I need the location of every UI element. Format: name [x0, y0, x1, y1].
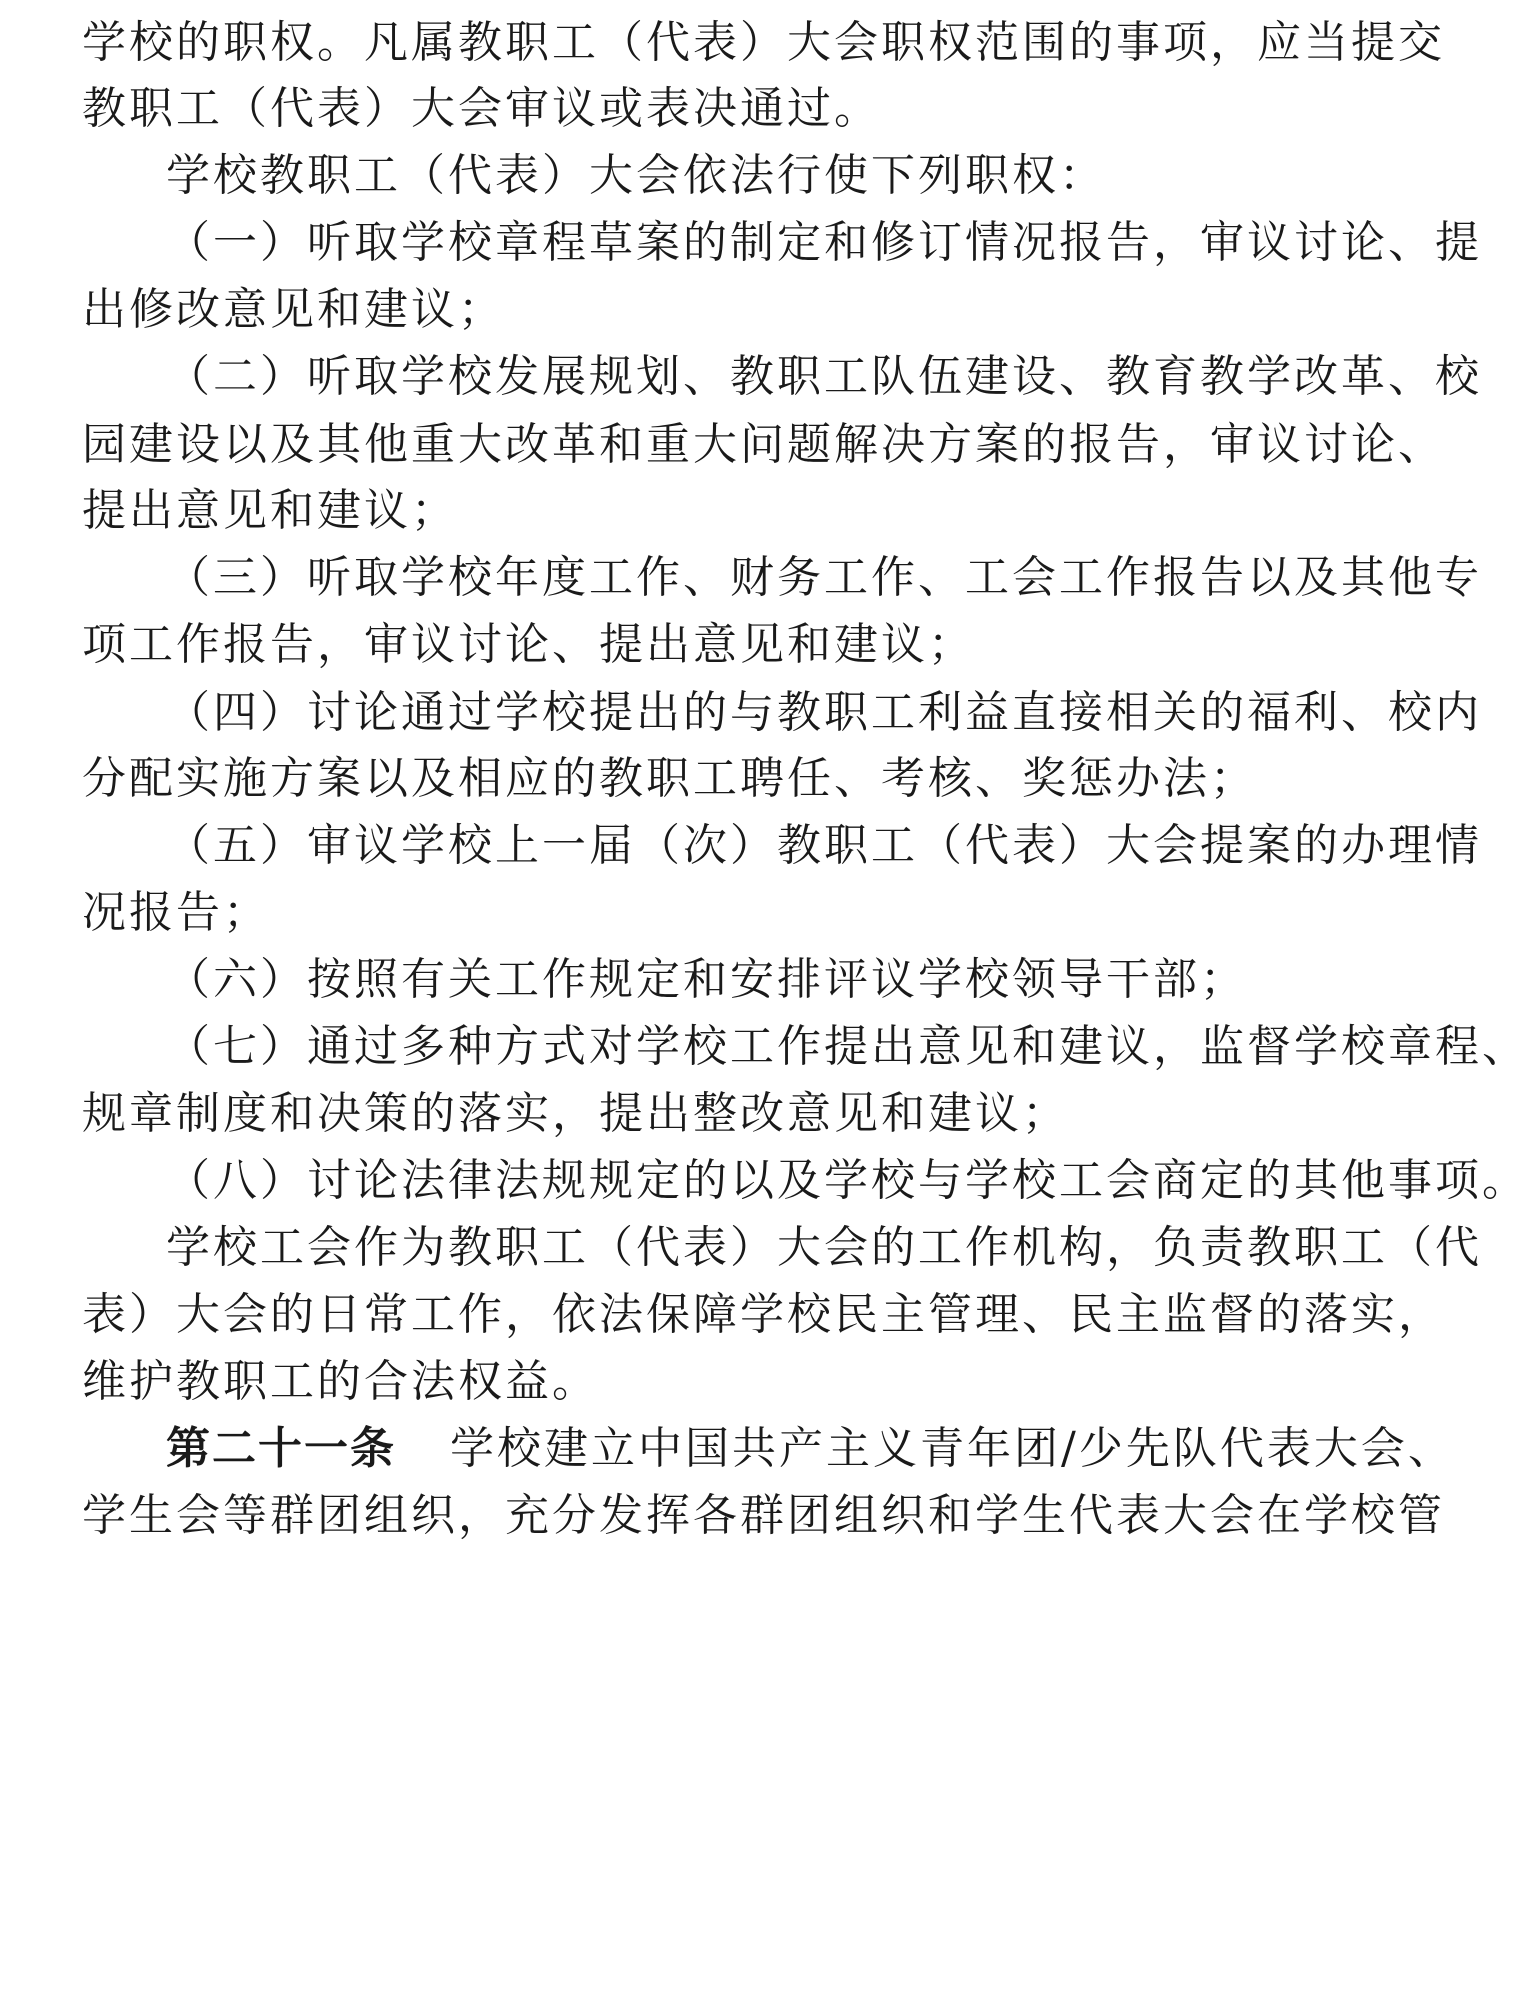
list-item-2-line: （二）听取学校发展规划、教职工队伍建设、教育教学改革、校: [166, 351, 1482, 402]
list-item-1-line: （一）听取学校章程草案的制定和修订情况报告，审议讨论、提: [166, 217, 1482, 268]
article-line: 学生会等群团组织，充分发挥各群团组织和学生代表大会在学校管: [82, 1490, 1445, 1541]
list-item-3-line: （三）听取学校年度工作、财务工作、工会工作报告以及其他专: [166, 552, 1482, 603]
text-line: 学校教职工（代表）大会依法行使下列职权：: [166, 150, 1106, 201]
text-line: 教职工（代表）大会审议或表决通过。: [82, 83, 881, 134]
list-item-2-line: 提出意见和建议；: [82, 485, 458, 536]
text-line: 维护教职工的合法权益。: [82, 1356, 599, 1407]
text-line: 表）大会的日常工作，依法保障学校民主管理、民主监督的落实，: [82, 1289, 1445, 1340]
list-item-4-line: （四）讨论通过学校提出的与教职工利益直接相关的福利、校内: [166, 687, 1482, 738]
list-item-7-line: （七）通过多种方式对学校工作提出意见和建议，监督学校章程、: [166, 1021, 1529, 1072]
article-text: 学校建立中国共产主义青年团/少先队代表大会、: [450, 1423, 1455, 1474]
list-item-5-line: （五）审议学校上一届（次）教职工（代表）大会提案的办理情: [166, 820, 1482, 871]
article-heading: 第二十一条: [166, 1423, 396, 1474]
list-item-7-line: 规章制度和决策的落实，提出整改意见和建议；: [82, 1088, 1069, 1139]
text-line: 学校工会作为教职工（代表）大会的工作机构，负责教职工（代: [166, 1222, 1482, 1273]
list-item-3-line: 项工作报告，审议讨论、提出意见和建议；: [82, 619, 975, 670]
text-line: 学校的职权。凡属教职工（代表）大会职权范围的事项，应当提交: [82, 17, 1445, 68]
list-item-5-line: 况报告；: [82, 887, 270, 938]
list-item-4-line: 分配实施方案以及相应的教职工聘任、考核、奖惩办法；: [82, 753, 1257, 804]
list-item-6-line: （六）按照有关工作规定和安排评议学校领导干部；: [166, 954, 1247, 1005]
list-item-2-line: 园建设以及其他重大改革和重大问题解决方案的报告，审议讨论、: [82, 419, 1445, 470]
list-item-8-line: （八）讨论法律法规规定的以及学校与学校工会商定的其他事项。: [166, 1155, 1529, 1206]
list-item-1-line: 出修改意见和建议；: [82, 284, 505, 335]
article-first-line: [166, 1414, 1455, 1484]
